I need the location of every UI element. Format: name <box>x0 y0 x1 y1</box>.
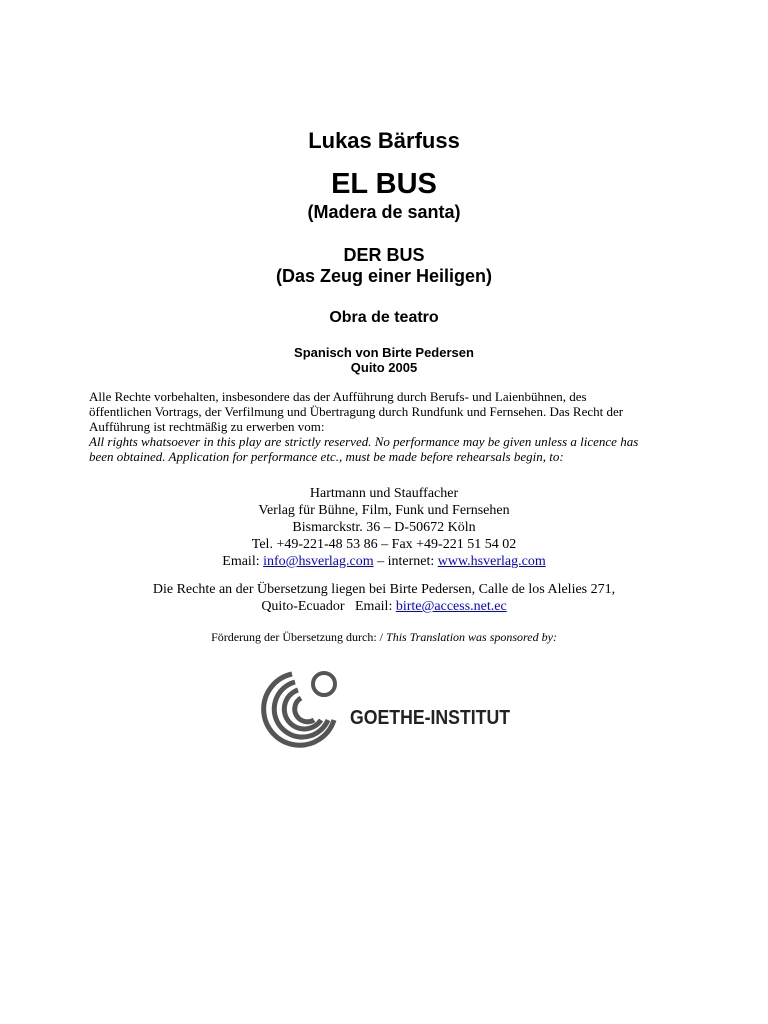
rights-german-line: Alle Rechte vorbehalten, insbesondere das der Aufführung durch Berufs- und Laienbühnen, des <box>89 389 587 404</box>
publisher-website-link[interactable]: www.hsverlag.com <box>437 554 546 569</box>
publisher-address <box>0 485 768 570</box>
play-title-text: EL BUS <box>331 168 437 200</box>
publisher-phone: Tel. +49-221-48 53 86 – Fax +49-221 51 54 02 <box>251 537 517 552</box>
play-subtitle: (Madera de santa) <box>307 202 461 222</box>
rights-german-line: öffentlichen Vortrags, der Verfilmung und Übertragung durch Rundfunk und Fernsehen. Das Recht der <box>89 404 624 419</box>
sponsor-german: Förderung der Übersetzung durch: / <box>211 630 387 644</box>
goethe-logo-icon <box>258 664 514 748</box>
rights-english-line: been obtained. Application for performance etc., must be made before rehearsals begin, to: <box>89 449 564 464</box>
translator-credit: Spanisch von Birte Pedersen <box>294 345 474 360</box>
translation-rights <box>0 581 768 615</box>
genre-label: Obra de teatro <box>329 309 439 326</box>
translation-rights-line: Die Rechte an der Übersetzung liegen bei Birte Pedersen, Calle de los Alelies 271, <box>152 582 616 597</box>
german-title: DER BUS <box>343 245 425 265</box>
publisher-email-link[interactable]: info@hsverlag.com <box>263 554 374 569</box>
play-title <box>0 168 768 201</box>
internet-label: – internet: <box>373 554 438 569</box>
rights-english-line: All rights whatsoever in this play are strictly reserved. No performance may be given unless a licence has <box>89 434 639 449</box>
german-subtitle: (Das Zeug einer Heiligen) <box>275 266 493 286</box>
publisher-street: Bismarckstr. 36 – D-50672 Köln <box>292 520 476 535</box>
translation-rights-prefix: Quito-Ecuador Email: <box>261 599 396 614</box>
publisher-contact <box>0 553 768 570</box>
rights-notice <box>89 389 689 464</box>
sponsor-english: This Translation was sponsored by: <box>386 630 557 644</box>
email-label: Email: <box>222 554 264 569</box>
goethe-institut-logo <box>258 664 514 748</box>
rights-german-line: Aufführung ist rechtmäßig zu erwerben vom: <box>89 419 325 434</box>
author-name: Lukas Bärfuss <box>308 128 460 153</box>
place-year: Quito 2005 <box>350 360 418 375</box>
logo-wordmark: GOETHE-INSTITUT <box>350 707 510 729</box>
translation-rights-contact <box>0 598 768 615</box>
publisher-type: Verlag für Bühne, Film, Funk und Fernsehen <box>258 503 510 518</box>
publisher-name: Hartmann und Stauffacher <box>309 486 459 501</box>
translator-email-link[interactable]: birte@access.net.ec <box>395 599 507 614</box>
sponsor-line <box>0 630 768 645</box>
